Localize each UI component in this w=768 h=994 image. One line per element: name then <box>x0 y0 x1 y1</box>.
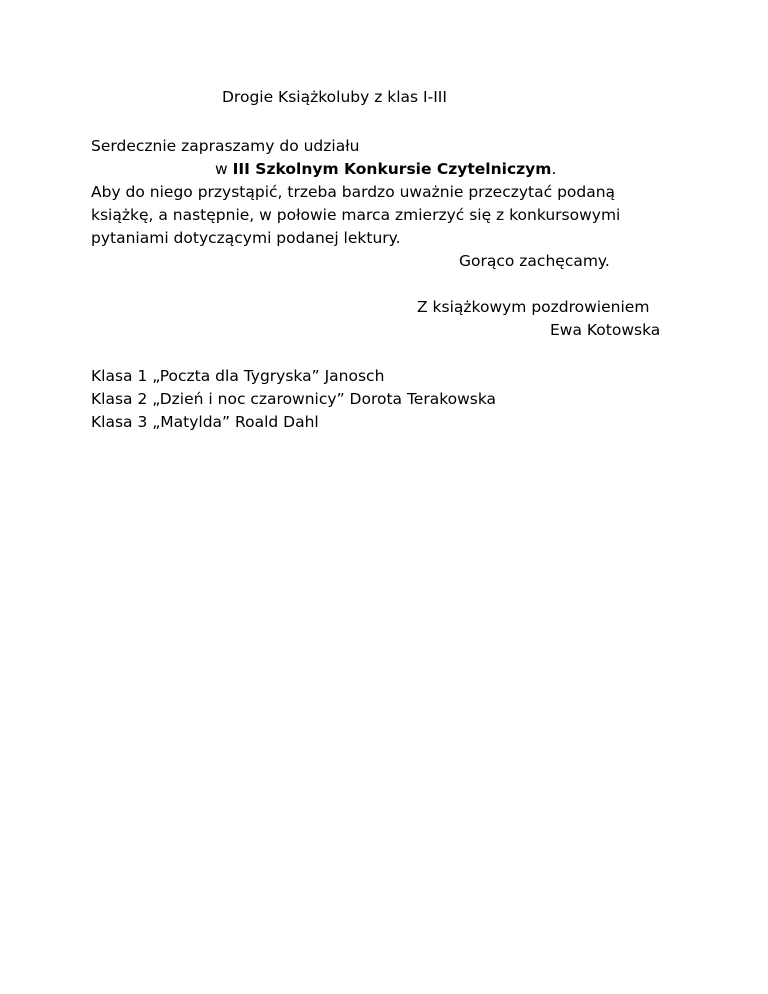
encouragement: Gorąco zachęcamy. <box>459 252 610 270</box>
intro-line-2 <box>215 157 556 181</box>
class-3-book: Klasa 3 „Matylda” Roald Dahl <box>91 413 319 431</box>
signature-name: Ewa Kotowska <box>550 321 661 339</box>
heading: Drogie Książkoluby z klas I-III <box>222 88 447 106</box>
intro-line-2-prefix: w <box>215 160 233 178</box>
body-line-2: książkę, a następnie, w połowie marca zmierzyć się z konkursowymi <box>91 206 621 224</box>
signature-greeting: Z książkowym pozdrowieniem <box>417 298 650 316</box>
contest-name: III Szkolnym Konkursie Czytelniczym <box>232 160 552 178</box>
intro-line-1: Serdecznie zapraszamy do udziału <box>91 137 360 155</box>
class-2-book: Klasa 2 „Dzień i noc czarownicy” Dorota Terakowska <box>91 390 497 408</box>
intro-line-2-suffix: . <box>551 160 557 178</box>
body-line-3: pytaniami dotyczącymi podanej lektury. <box>91 229 401 247</box>
body-line-1: Aby do niego przystąpić, trzeba bardzo uważnie przeczytać podaną <box>91 183 616 201</box>
class-1-book: Klasa 1 „Poczta dla Tygryska” Janosch <box>91 367 385 385</box>
